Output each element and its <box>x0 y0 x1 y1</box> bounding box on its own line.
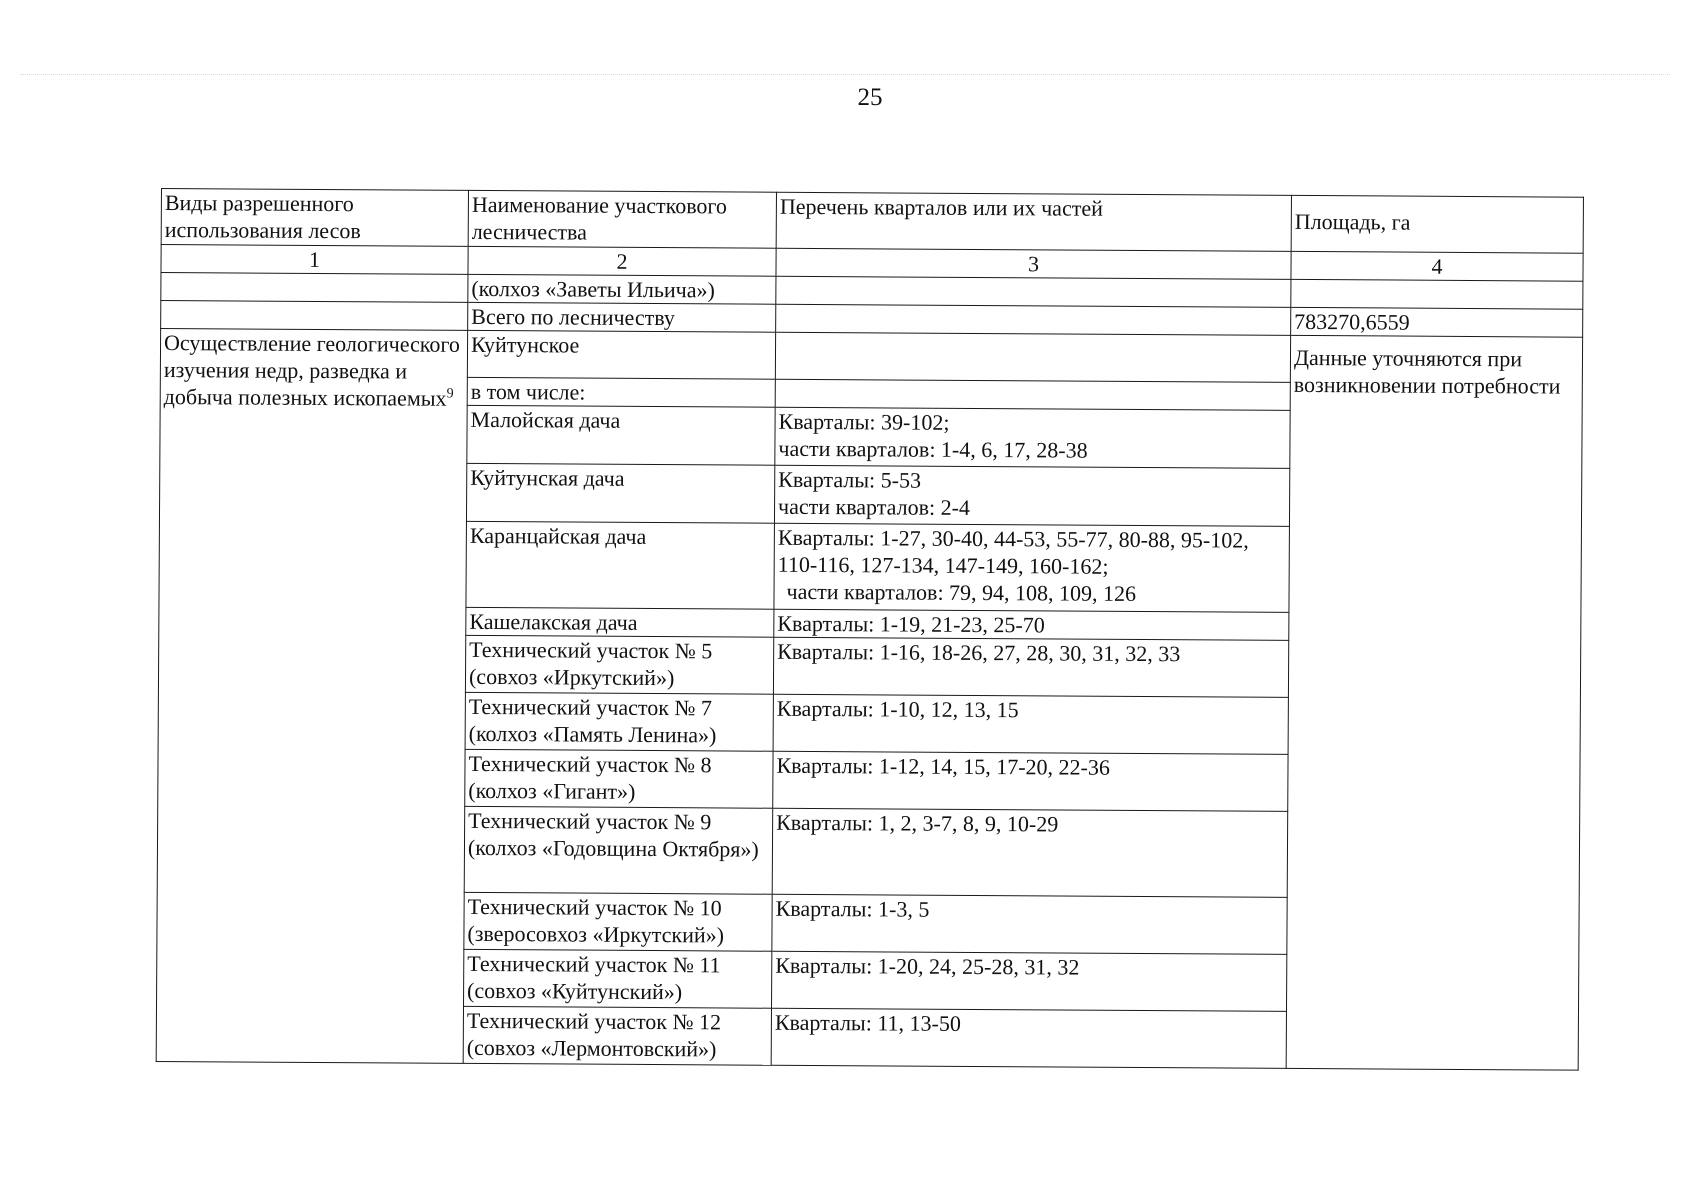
quarters-line: Кварталы: 1-27, 30-40, 44-53, 55-77, 80-88, 95-102, 110-116, 127-134, 147-149, 160-162; <box>777 524 1249 579</box>
section-subtitle: (совхоз «Иркутский») <box>468 663 675 691</box>
page-number: 25 <box>857 84 883 111</box>
section-subtitle: (колхоз «Память Ленина») <box>468 720 717 748</box>
forestry-name-cell <box>464 949 772 1008</box>
section-title: Технический участок № 10 <box>467 893 722 921</box>
quarters-cell <box>774 523 1290 612</box>
quarters-cell: Кварталы: 1-10, 12, 13, 15 <box>773 694 1288 754</box>
quarters-cell <box>774 465 1289 526</box>
quarter-parts-line: части кварталов: 2-4 <box>777 493 971 520</box>
quarter-parts-line: части кварталов: 1-4, 6, 17, 28-38 <box>778 435 1088 463</box>
quarters-cell: Кварталы: 1-19, 21-23, 25-70 <box>774 609 1289 640</box>
quarters-cell <box>775 407 1290 468</box>
col-number-3: 3 <box>776 248 1291 279</box>
use-type-cell <box>161 273 468 303</box>
forestry-name-cell <box>465 635 773 694</box>
quarters-cell: Кварталы: 1-20, 24, 25-28, 31, 32 <box>772 951 1287 1011</box>
use-type-cell <box>161 301 468 331</box>
quarters-line: Кварталы: 39-102; <box>778 408 950 435</box>
quarters-cell: Кварталы: 1-16, 18-26, 27, 28, 30, 31, 32, 33 <box>773 637 1288 697</box>
quarters-cell: Кварталы: 1-12, 14, 15, 17-20, 22-36 <box>773 751 1288 811</box>
section-title: Технический участок № 12 <box>466 1007 722 1035</box>
area-note-text: Данные уточняются при возникновении потребности <box>1293 344 1561 399</box>
header-use-type: Виды разрешенного использования лесов <box>161 189 468 247</box>
area-note-cell <box>1286 335 1582 1070</box>
forestry-name-cell: Малойская дача <box>467 405 775 465</box>
quarters-line: Кварталы: 5-53 <box>778 466 922 493</box>
quarters-cell: Кварталы: 1, 2, 3-7, 8, 9, 10-29 <box>772 808 1288 897</box>
section-title: Технический участок № 7 <box>468 693 713 721</box>
forestry-name-cell: (колхоз «Заветы Ильича») <box>468 274 776 304</box>
section-title: Технический участок № 11 <box>467 950 721 978</box>
quarters-cell <box>775 332 1290 382</box>
header-area: Площадь, га <box>1291 195 1583 253</box>
forestry-name-cell: Куйтунское <box>467 330 775 379</box>
quarters-cell: Кварталы: 1-3, 5 <box>772 894 1287 954</box>
forestry-total-area: 783270,6559 <box>1291 307 1583 337</box>
forestry-name-cell <box>464 806 773 894</box>
section-title: Технический участок № 5 <box>469 636 713 664</box>
quarters-cell <box>776 304 1291 335</box>
col-number-4: 4 <box>1291 251 1583 281</box>
use-type-cell <box>156 329 467 1064</box>
col-number-2: 2 <box>468 246 776 276</box>
forestry-name-cell: Кашелакская дача <box>466 607 774 637</box>
table-row <box>160 329 1582 385</box>
section-subtitle: (зверосовхоз «Иркутский») <box>467 920 725 948</box>
forestry-name-cell: в том числе: <box>467 377 775 407</box>
quarters-cell <box>775 379 1290 410</box>
forestry-name-cell <box>465 692 773 751</box>
forestry-name-cell: Каранцайская дача <box>466 521 775 609</box>
col-number-1: 1 <box>161 245 468 275</box>
use-type-text: Осуществление геологического изучения недр, разведка и добыча полезных ископаемых <box>163 330 460 411</box>
section-title: Технический участок № 8 <box>468 750 712 778</box>
forestry-name-cell: Куйтунская дача <box>466 463 774 523</box>
section-subtitle: (совхоз «Лермонтовский») <box>466 1034 717 1062</box>
header-forestry-name: Наименование участкового лесничества <box>468 190 776 248</box>
forestry-name-cell <box>464 892 772 951</box>
quarter-parts-line: части кварталов: 79, 94, 108, 109, 126 <box>786 578 1137 606</box>
section-title: Технический участок № 9 <box>468 807 712 835</box>
quarters-cell: Кварталы: 11, 13-50 <box>771 1008 1286 1068</box>
scan-artifact-line <box>20 74 1670 75</box>
section-subtitle: (колхоз «Годовщина Октября») <box>467 834 759 862</box>
section-subtitle: (колхоз «Гигант») <box>468 777 636 804</box>
forestry-name-cell <box>465 749 773 808</box>
forestry-total-label: Всего по лесничеству <box>468 302 776 332</box>
header-quarters-list: Перечень кварталов или их частей <box>776 192 1291 251</box>
footnote-mark: 9 <box>446 386 454 402</box>
forest-use-table <box>156 188 1584 1071</box>
header-row <box>161 189 1583 254</box>
quarters-cell <box>776 276 1291 307</box>
forestry-name-cell <box>463 1006 771 1065</box>
section-subtitle: (совхоз «Куйтунский») <box>467 977 683 1005</box>
area-cell <box>1291 279 1583 309</box>
